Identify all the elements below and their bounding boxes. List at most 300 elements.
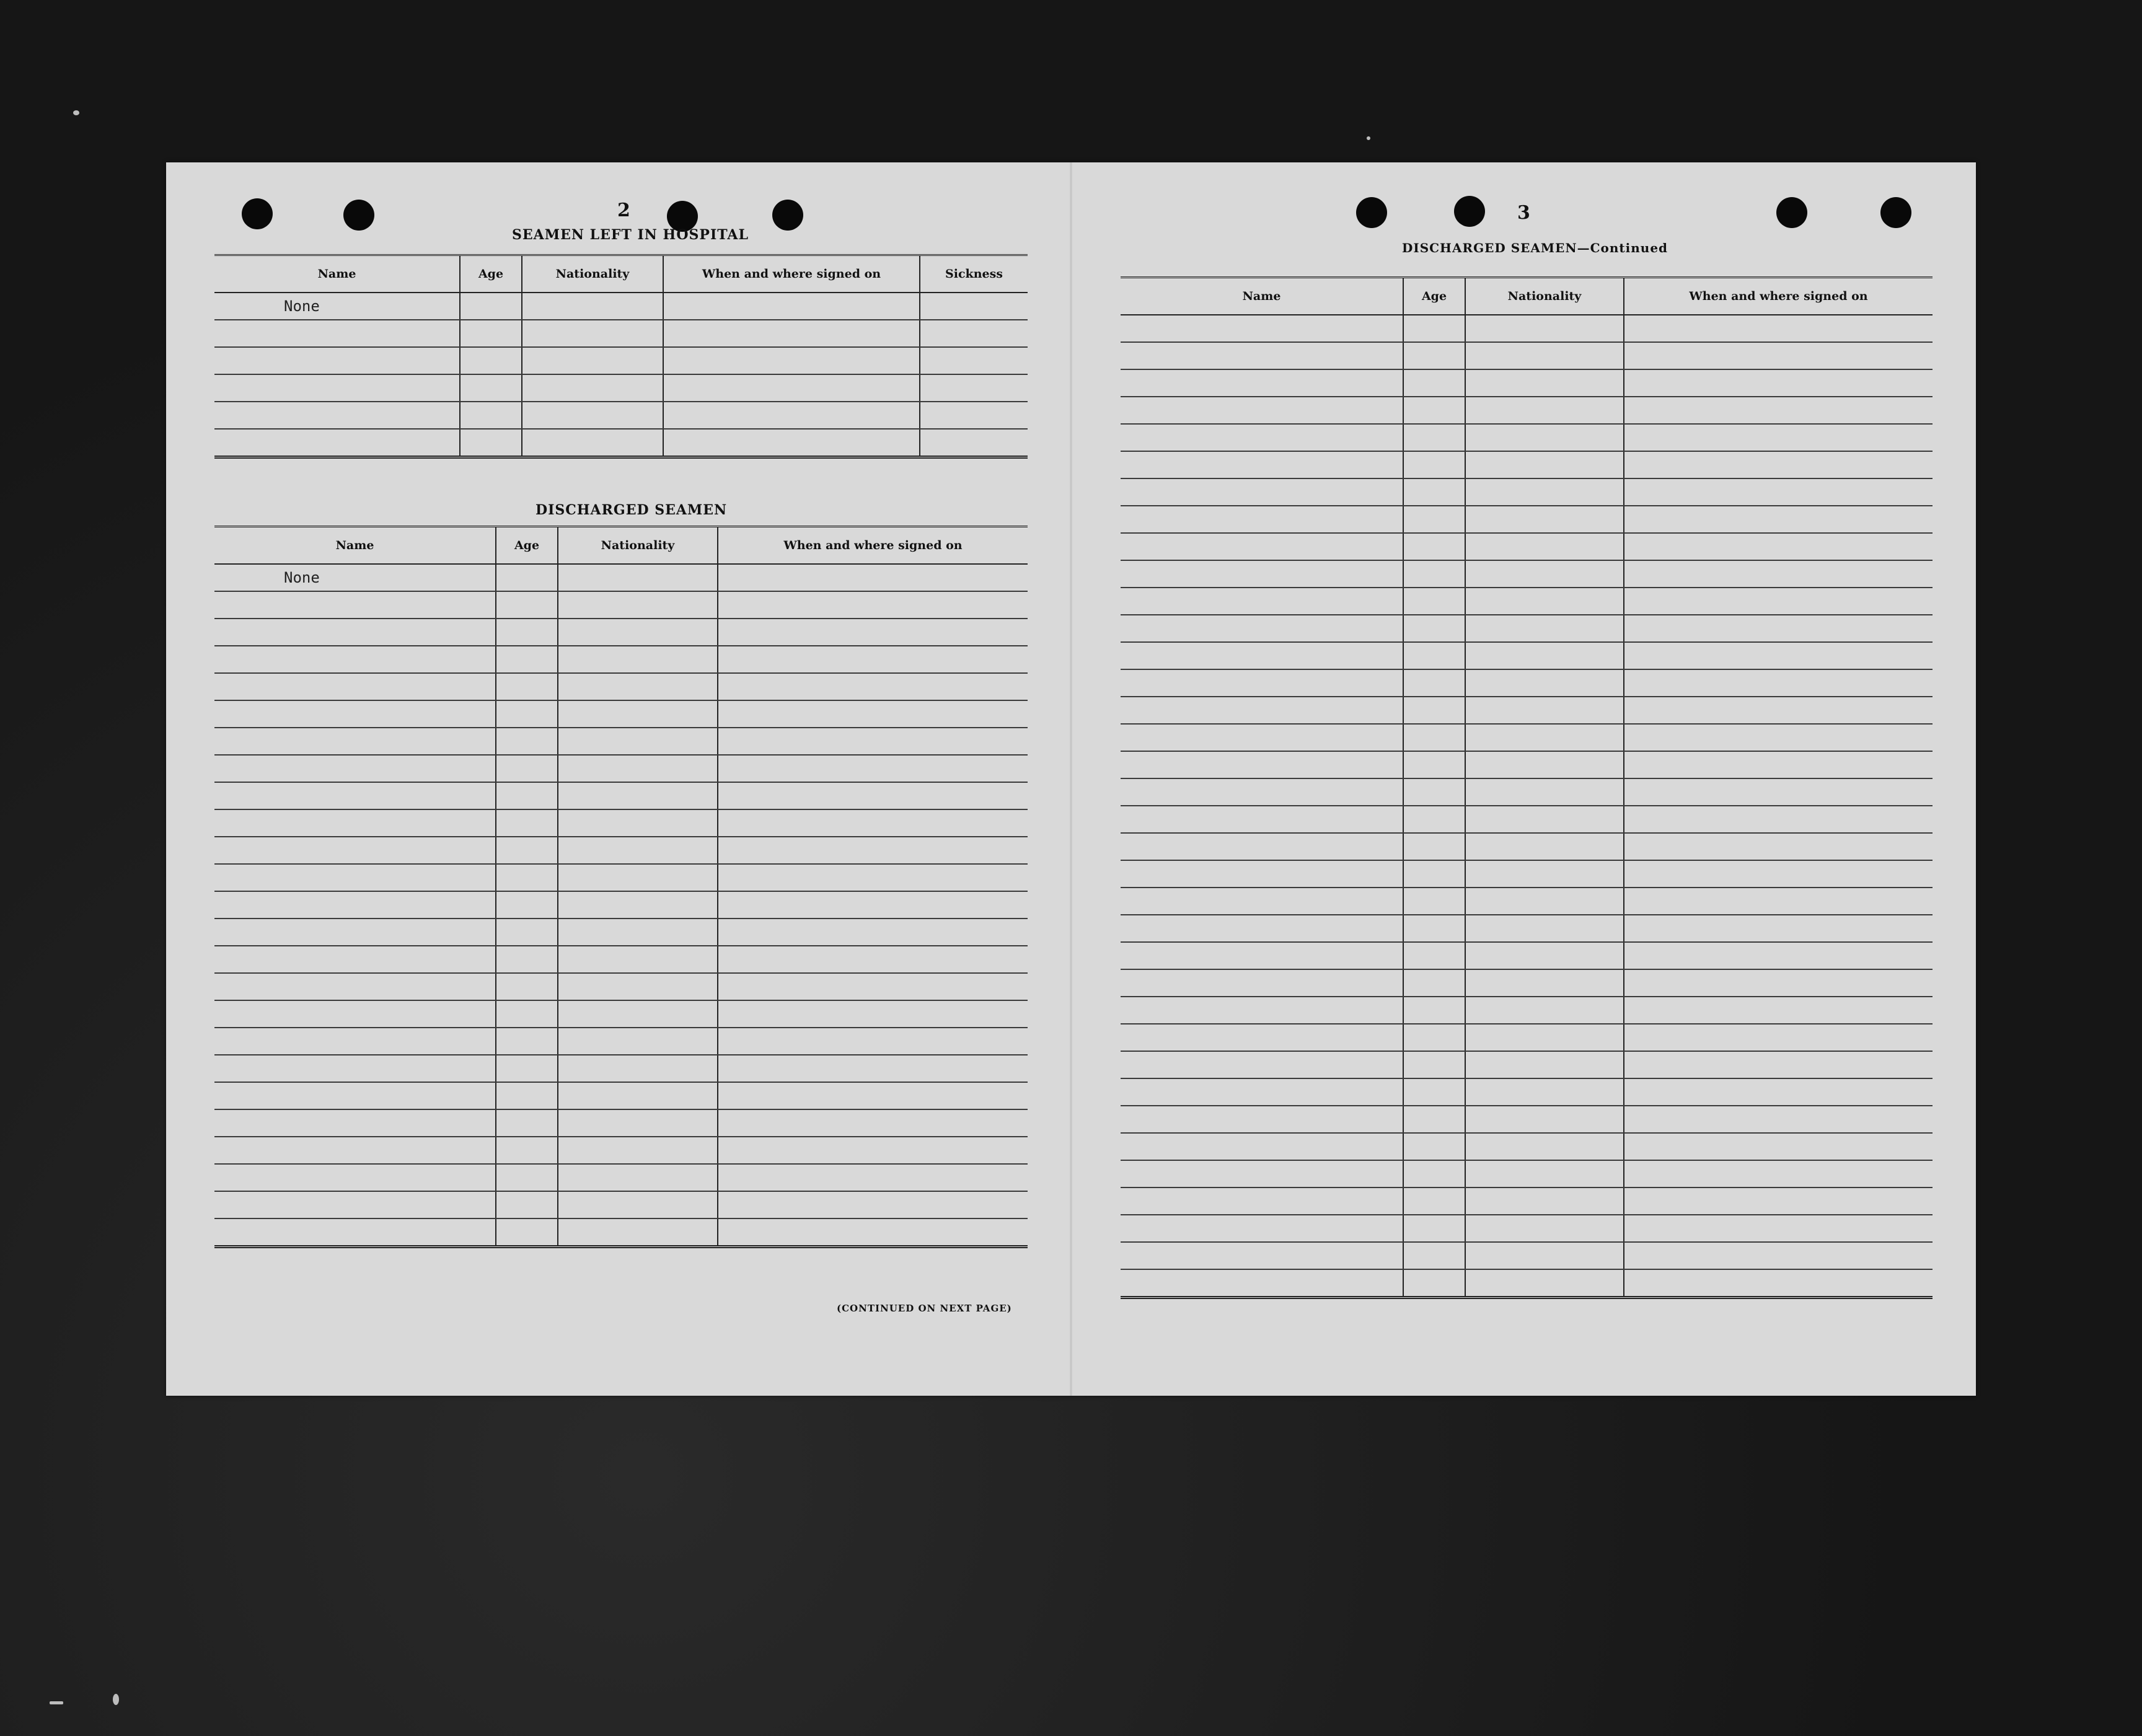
column-header: Sickness (920, 255, 1028, 293)
table-cell (214, 1137, 496, 1164)
table-cell (1624, 451, 1933, 478)
table-cell (718, 1137, 1028, 1164)
page-number: 2 (617, 200, 630, 221)
table-cell (214, 1028, 496, 1055)
table-cell (1465, 478, 1624, 506)
table-cell (496, 646, 558, 673)
table-cell (1121, 1051, 1403, 1078)
table-row (214, 728, 1028, 755)
table-cell (718, 646, 1028, 673)
column-header: Nationality (522, 255, 663, 293)
table-cell (1403, 751, 1465, 778)
table-cell (663, 429, 920, 457)
table-cell (214, 973, 496, 1000)
table-cell (558, 591, 718, 619)
table-cell (1465, 369, 1624, 397)
table-cell (522, 347, 663, 374)
dust-speck (50, 1701, 63, 1704)
discharged-continued-heading: DISCHARGED SEAMEN—Continued (1402, 240, 1668, 255)
table-cell (558, 1082, 718, 1109)
table-cell (558, 700, 718, 728)
table-cell (1403, 888, 1465, 915)
table-cell (558, 809, 718, 837)
table-cell (718, 891, 1028, 919)
table-row (214, 1191, 1028, 1218)
table-cell (1403, 1106, 1465, 1133)
table-row (1121, 1160, 1933, 1187)
table-cell (1121, 642, 1403, 669)
punch-hole (1356, 197, 1387, 228)
table-cell (1465, 506, 1624, 533)
table-row (214, 293, 1028, 320)
table-cell (1624, 751, 1933, 778)
table-cell (1624, 1051, 1933, 1078)
table-cell (1465, 1133, 1624, 1160)
table-cell (496, 782, 558, 809)
table-cell (718, 837, 1028, 864)
table-row (1121, 1187, 1933, 1215)
table-row (1121, 915, 1933, 942)
table-cell (663, 374, 920, 402)
table-cell (1465, 1051, 1624, 1078)
discharged-table (214, 526, 1028, 1248)
table-cell (718, 1164, 1028, 1191)
table-cell (1624, 342, 1933, 369)
table-cell (496, 891, 558, 919)
table-cell (1403, 669, 1465, 697)
column-header: When and where signed on (1624, 278, 1933, 315)
table-cell (718, 1028, 1028, 1055)
table-cell (1403, 478, 1465, 506)
table-cell (1465, 697, 1624, 724)
punch-hole (242, 198, 273, 229)
table-row (1121, 669, 1933, 697)
table-cell (1403, 697, 1465, 724)
table-row (1121, 778, 1933, 806)
table-cell (1624, 915, 1933, 942)
table-cell (1465, 860, 1624, 888)
column-header: Nationality (1465, 278, 1624, 315)
table-cell (1403, 724, 1465, 751)
table-cell (214, 755, 496, 782)
table-cell (718, 919, 1028, 946)
table-cell (1121, 942, 1403, 969)
column-header: Name (214, 527, 496, 565)
table-cell (558, 1218, 718, 1247)
table-row (1121, 342, 1933, 369)
table-cell (496, 809, 558, 837)
table-cell (920, 320, 1028, 347)
table-cell (1121, 451, 1403, 478)
table-cell (522, 320, 663, 347)
table-cell (718, 619, 1028, 646)
table-row (1121, 1242, 1933, 1269)
table-cell (1624, 1160, 1933, 1187)
table-cell (1624, 724, 1933, 751)
table-cell (1403, 997, 1465, 1024)
table-cell (1403, 1051, 1465, 1078)
table-cell (1403, 397, 1465, 424)
table-cell (1121, 806, 1403, 833)
table-cell (1403, 560, 1465, 588)
table-cell (496, 837, 558, 864)
table-cell (214, 891, 496, 919)
table-row (214, 673, 1028, 700)
table-cell (718, 728, 1028, 755)
table-cell (1465, 342, 1624, 369)
table-cell (1465, 315, 1624, 342)
table-cell (1624, 806, 1933, 833)
table-cell (214, 1000, 496, 1028)
table-row (1121, 1215, 1933, 1242)
table-cell (496, 1082, 558, 1109)
table-cell (214, 919, 496, 946)
table-cell (214, 429, 460, 457)
table-cell (558, 1164, 718, 1191)
left-page (166, 162, 1071, 1396)
table-row (1121, 833, 1933, 860)
table-cell (1465, 1106, 1624, 1133)
table-cell (1624, 997, 1933, 1024)
table-cell (214, 864, 496, 891)
table-cell (214, 347, 460, 374)
table-cell (1624, 1269, 1933, 1298)
punch-hole (1776, 197, 1807, 228)
right-page (1071, 162, 1976, 1396)
table-cell (1121, 615, 1403, 642)
table-cell (214, 374, 460, 402)
table-cell (496, 1109, 558, 1137)
table-cell (1465, 751, 1624, 778)
table-cell (214, 700, 496, 728)
table-row (214, 1082, 1028, 1109)
hospital-section-heading: SEAMEN LEFT IN HOSPITAL (512, 227, 749, 243)
table-cell (214, 1109, 496, 1137)
table-cell (214, 1191, 496, 1218)
dust-speck (113, 1694, 119, 1705)
table-cell (920, 293, 1028, 320)
table-cell (1121, 315, 1403, 342)
table-cell (496, 919, 558, 946)
table-row (1121, 860, 1933, 888)
table-cell (1121, 778, 1403, 806)
table-cell (496, 864, 558, 891)
table-cell (558, 891, 718, 919)
table-cell (1624, 833, 1933, 860)
table-cell (1121, 751, 1403, 778)
table-cell (558, 619, 718, 646)
table-cell (920, 347, 1028, 374)
table-cell (1403, 424, 1465, 451)
dust-speck (73, 110, 79, 115)
table-cell (214, 782, 496, 809)
table-cell (522, 402, 663, 429)
punch-hole (343, 200, 374, 231)
table-row (1121, 1078, 1933, 1106)
table-cell (214, 1218, 496, 1247)
table-row (214, 1055, 1028, 1082)
table-cell (1624, 315, 1933, 342)
table-row (1121, 888, 1933, 915)
column-header: Age (496, 527, 558, 565)
table-cell (558, 564, 718, 591)
table-row (1121, 1106, 1933, 1133)
table-cell (1121, 697, 1403, 724)
table-cell (1465, 724, 1624, 751)
table-cell (460, 347, 522, 374)
table-cell (1121, 1133, 1403, 1160)
table-cell (496, 973, 558, 1000)
table-cell (496, 1164, 558, 1191)
table-row (1121, 506, 1933, 533)
table-cell (1403, 806, 1465, 833)
table-cell (1121, 1160, 1403, 1187)
table-row (214, 891, 1028, 919)
table-row (214, 1218, 1028, 1247)
table-cell (1121, 342, 1403, 369)
table-row (214, 1164, 1028, 1191)
table-cell (460, 293, 522, 320)
column-header: When and where signed on (663, 255, 920, 293)
table-cell (1624, 888, 1933, 915)
hospital-table (214, 254, 1028, 459)
table-cell (214, 320, 460, 347)
table-cell (496, 564, 558, 591)
table-cell (558, 946, 718, 973)
table-cell (1403, 1242, 1465, 1269)
table-cell (1624, 1187, 1933, 1215)
table-cell (496, 700, 558, 728)
table-row (1121, 560, 1933, 588)
table-cell (718, 782, 1028, 809)
table-cell (1624, 1024, 1933, 1051)
table-cell (1465, 1269, 1624, 1298)
table-cell (718, 755, 1028, 782)
table-cell (1121, 369, 1403, 397)
table-cell (558, 1109, 718, 1137)
table-cell (1121, 1242, 1403, 1269)
table-cell (214, 1164, 496, 1191)
table-cell (663, 402, 920, 429)
table-cell (1121, 560, 1403, 588)
table-row (1121, 751, 1933, 778)
table-cell (718, 591, 1028, 619)
table-row (1121, 397, 1933, 424)
table-cell (214, 646, 496, 673)
table-cell (1465, 969, 1624, 997)
discharged-section-heading: DISCHARGED SEAMEN (536, 502, 728, 518)
page-number: 3 (1517, 202, 1530, 224)
table-cell: None (214, 293, 460, 320)
table-cell (558, 1191, 718, 1218)
table-cell (1121, 588, 1403, 615)
table-cell (558, 919, 718, 946)
table-cell (214, 946, 496, 973)
table-cell (1403, 969, 1465, 997)
table-cell (1465, 1078, 1624, 1106)
table-cell (1465, 560, 1624, 588)
table-cell (1121, 506, 1403, 533)
table-cell (496, 1028, 558, 1055)
table-cell (214, 809, 496, 837)
punch-hole (772, 200, 803, 231)
table-cell (1624, 697, 1933, 724)
table-cell (663, 293, 920, 320)
table-cell (1624, 1133, 1933, 1160)
table-cell (1624, 642, 1933, 669)
table-row (214, 429, 1028, 457)
table-cell (214, 728, 496, 755)
table-cell (1465, 778, 1624, 806)
table-cell (558, 1055, 718, 1082)
table-row (1121, 424, 1933, 451)
table-cell (1121, 669, 1403, 697)
table-row (214, 564, 1028, 591)
table-row (214, 973, 1028, 1000)
table-row (1121, 533, 1933, 560)
table-cell (1624, 506, 1933, 533)
table-row (1121, 369, 1933, 397)
table-row (214, 591, 1028, 619)
table-row (214, 946, 1028, 973)
table-cell (1624, 969, 1933, 997)
table-cell (718, 1000, 1028, 1028)
table-cell (1121, 724, 1403, 751)
table-cell (1121, 397, 1403, 424)
table-row (1121, 1133, 1933, 1160)
table-cell (1121, 1106, 1403, 1133)
table-cell (1403, 860, 1465, 888)
table-cell (1121, 833, 1403, 860)
table-cell (1465, 1160, 1624, 1187)
table-cell (1403, 778, 1465, 806)
table-cell (1624, 478, 1933, 506)
table-row (214, 646, 1028, 673)
table-cell (1121, 478, 1403, 506)
table-cell (496, 1191, 558, 1218)
table-cell (1403, 1078, 1465, 1106)
table-cell (558, 646, 718, 673)
table-cell (1403, 315, 1465, 342)
table-cell (718, 1082, 1028, 1109)
table-cell (1403, 506, 1465, 533)
table-cell (1121, 1187, 1403, 1215)
table-cell (558, 755, 718, 782)
table-cell (1465, 451, 1624, 478)
discharged-continued-table (1121, 276, 1933, 1299)
table-cell (496, 728, 558, 755)
table-row (214, 347, 1028, 374)
table-cell (214, 619, 496, 646)
table-cell (1465, 915, 1624, 942)
punch-hole (1454, 196, 1485, 227)
table-cell (1465, 669, 1624, 697)
table-cell (920, 429, 1028, 457)
table-cell (496, 591, 558, 619)
table-row (1121, 451, 1933, 478)
table-row (1121, 588, 1933, 615)
table-cell (1403, 342, 1465, 369)
table-cell (1624, 369, 1933, 397)
table-cell (522, 374, 663, 402)
column-header: Nationality (558, 527, 718, 565)
table-cell (718, 864, 1028, 891)
table-row (1121, 478, 1933, 506)
table-cell (1465, 424, 1624, 451)
table-cell (496, 946, 558, 973)
table-cell (1121, 1024, 1403, 1051)
table-cell (718, 1191, 1028, 1218)
column-header: Name (1121, 278, 1403, 315)
table-cell (1121, 997, 1403, 1024)
table-cell (1403, 942, 1465, 969)
table-cell (522, 293, 663, 320)
table-cell (718, 1109, 1028, 1137)
table-row (214, 619, 1028, 646)
table-cell (718, 946, 1028, 973)
table-cell (214, 837, 496, 864)
table-cell (214, 1082, 496, 1109)
column-header: Age (1403, 278, 1465, 315)
table-cell (1624, 533, 1933, 560)
table-cell (1403, 1269, 1465, 1298)
table-cell (1403, 1133, 1465, 1160)
table-cell (718, 700, 1028, 728)
table-row (1121, 315, 1933, 342)
table-cell (1121, 860, 1403, 888)
table-cell (1624, 669, 1933, 697)
table-cell (496, 673, 558, 700)
punch-hole (1880, 197, 1911, 228)
table-cell (1465, 397, 1624, 424)
table-cell (1624, 860, 1933, 888)
table-cell (460, 402, 522, 429)
table-cell (558, 673, 718, 700)
continued-note: (CONTINUED ON NEXT PAGE) (837, 1303, 1012, 1314)
table-cell (718, 564, 1028, 591)
table-cell (1403, 588, 1465, 615)
table-cell (1465, 1024, 1624, 1051)
table-cell (1624, 778, 1933, 806)
table-cell (1403, 642, 1465, 669)
table-cell (663, 347, 920, 374)
table-cell (1403, 1024, 1465, 1051)
table-cell (1624, 1242, 1933, 1269)
table-row (214, 1028, 1028, 1055)
table-cell (1465, 942, 1624, 969)
table-cell (663, 320, 920, 347)
table-row (214, 755, 1028, 782)
table-cell (522, 429, 663, 457)
table-cell (1624, 588, 1933, 615)
column-header: Age (460, 255, 522, 293)
table-row (214, 1109, 1028, 1137)
table-cell (920, 374, 1028, 402)
table-cell (1121, 1078, 1403, 1106)
table-cell (558, 1000, 718, 1028)
table-row (214, 919, 1028, 946)
table-row (1121, 1024, 1933, 1051)
table-row (214, 809, 1028, 837)
table-cell (1624, 397, 1933, 424)
table-cell: None (214, 564, 496, 591)
table-cell (718, 673, 1028, 700)
table-cell (1121, 1215, 1403, 1242)
table-row (214, 402, 1028, 429)
table-cell (558, 837, 718, 864)
table-row (214, 837, 1028, 864)
table-cell (558, 1137, 718, 1164)
